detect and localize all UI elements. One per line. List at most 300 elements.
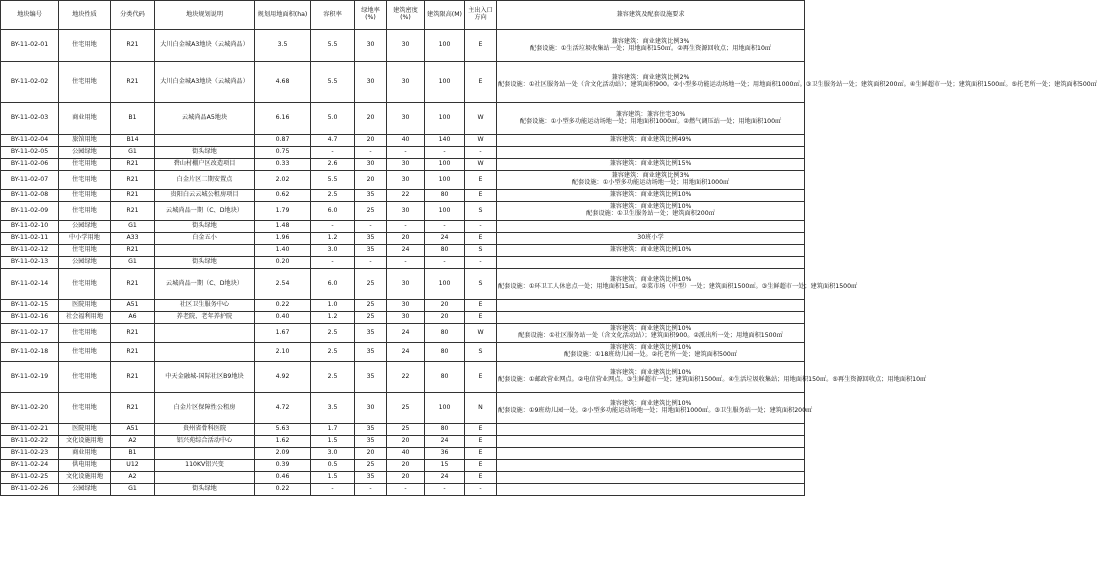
table-row <box>1 159 805 171</box>
table-row <box>1 171 805 190</box>
cell-area: 0.40 <box>255 312 311 324</box>
cell-land-type: 公园绿地 <box>59 147 111 159</box>
cell-land-type: 旅馆用地 <box>59 135 111 147</box>
cell-parcel-id: BY-11-02-08 <box>1 190 59 202</box>
cell-requirements: 兼容建筑：商业建筑比例10% 配套设施：①邮政营业网点。②电信营业网点。③生鲜超市一处；建筑面积1500㎡。④生活垃圾收集站；用地面积150㎡。⑤再生资源回收点；用地面积10㎡ <box>497 362 805 393</box>
cell-height-limit: 20 <box>425 312 465 324</box>
cell-land-type: 住宅用地 <box>59 202 111 221</box>
table-row <box>1 448 805 460</box>
cell-parcel-id: BY-11-02-11 <box>1 233 59 245</box>
cell-density: 24 <box>387 343 425 362</box>
cell-far: 3.0 <box>311 448 355 460</box>
cell-height-limit: 80 <box>425 362 465 393</box>
cell-plan-note <box>155 343 255 362</box>
cell-height-limit: 100 <box>425 103 465 135</box>
cell-far: - <box>311 147 355 159</box>
cell-green-rate: 20 <box>355 171 387 190</box>
cell-parcel-id: BY-11-02-06 <box>1 159 59 171</box>
cell-green-rate: 35 <box>355 424 387 436</box>
cell-parcel-id: BY-11-02-04 <box>1 135 59 147</box>
cell-density: 30 <box>387 202 425 221</box>
cell-height-limit: 20 <box>425 300 465 312</box>
cell-land-type: 中小学用地 <box>59 233 111 245</box>
cell-density: 30 <box>387 62 425 103</box>
cell-green-rate: 30 <box>355 393 387 424</box>
cell-entrance: E <box>465 448 497 460</box>
cell-far: - <box>311 257 355 269</box>
cell-requirements: 兼容建筑：商业建筑比例10% 配套设施：①卫生服务站一处；建筑面积200㎡ <box>497 202 805 221</box>
cell-green-rate: 35 <box>355 245 387 257</box>
cell-density: 30 <box>387 312 425 324</box>
cell-density: 20 <box>387 233 425 245</box>
cell-land-type: 文化设施用地 <box>59 436 111 448</box>
table-header-row <box>1 1 805 30</box>
table-body <box>1 30 1097 496</box>
cell-entrance: E <box>465 233 497 245</box>
cell-requirements: 兼容建筑：商业建筑比例3% 配套设施：①生活垃圾收集站一处；用地面积150㎡。②再生资源回收点；用地面积10㎡ <box>497 30 805 62</box>
cell-requirements <box>497 436 805 448</box>
cell-density: 30 <box>387 159 425 171</box>
table-row <box>1 343 805 362</box>
cell-entrance: S <box>465 343 497 362</box>
cell-category-code: G1 <box>111 221 155 233</box>
cell-density: 24 <box>387 324 425 343</box>
cell-category-code: B1 <box>111 448 155 460</box>
cell-far: 1.2 <box>311 233 355 245</box>
cell-category-code: R21 <box>111 159 155 171</box>
cell-parcel-id: BY-11-02-21 <box>1 424 59 436</box>
cell-entrance: E <box>465 30 497 62</box>
cell-green-rate: 30 <box>355 30 387 62</box>
cell-entrance: N <box>465 393 497 424</box>
cell-height-limit: 140 <box>425 135 465 147</box>
cell-entrance: W <box>465 103 497 135</box>
cell-entrance: E <box>465 460 497 472</box>
cell-parcel-id: BY-11-02-18 <box>1 343 59 362</box>
cell-density: 30 <box>387 300 425 312</box>
cell-category-code: G1 <box>111 257 155 269</box>
cell-density: 30 <box>387 103 425 135</box>
table-row <box>1 324 805 343</box>
table-row <box>1 436 805 448</box>
cell-category-code: A2 <box>111 436 155 448</box>
cell-requirements: 兼容建筑：商业建筑比例10% 配套设施：①社区服务站一处（含文化活动站）；建筑面积900。②派出所一处；用地面积1500㎡ <box>497 324 805 343</box>
header-far: 容积率 <box>311 1 355 30</box>
cell-density: 30 <box>387 171 425 190</box>
cell-far: 6.0 <box>311 202 355 221</box>
cell-area: 0.87 <box>255 135 311 147</box>
cell-area: 5.63 <box>255 424 311 436</box>
cell-category-code: B14 <box>111 135 155 147</box>
cell-plan-note: 白金片区二期安置点 <box>155 171 255 190</box>
cell-green-rate: 35 <box>355 190 387 202</box>
cell-far: 2.6 <box>311 159 355 171</box>
cell-land-type: 住宅用地 <box>59 269 111 300</box>
cell-parcel-id: BY-11-02-17 <box>1 324 59 343</box>
cell-plan-note: 贵州省骨科医院 <box>155 424 255 436</box>
table-row <box>1 135 805 147</box>
cell-requirements <box>497 448 805 460</box>
cell-requirements: 兼容建筑：商业建筑比例10% <box>497 190 805 202</box>
cell-area: 0.62 <box>255 190 311 202</box>
cell-category-code: A51 <box>111 300 155 312</box>
cell-category-code: R21 <box>111 171 155 190</box>
cell-area: 1.96 <box>255 233 311 245</box>
cell-green-rate: 20 <box>355 448 387 460</box>
cell-height-limit: 100 <box>425 159 465 171</box>
cell-land-type: 住宅用地 <box>59 245 111 257</box>
cell-entrance: - <box>465 147 497 159</box>
cell-plan-note <box>155 448 255 460</box>
cell-plan-note: 云城尚品A5地块 <box>155 103 255 135</box>
cell-category-code: R21 <box>111 30 155 62</box>
cell-green-rate: - <box>355 257 387 269</box>
cell-height-limit: 80 <box>425 424 465 436</box>
cell-entrance: E <box>465 62 497 103</box>
cell-density: 30 <box>387 30 425 62</box>
cell-requirements: 兼容建筑：商业建筑比例10% <box>497 245 805 257</box>
cell-land-type: 供电用地 <box>59 460 111 472</box>
table-row <box>1 393 805 424</box>
cell-requirements <box>497 472 805 484</box>
cell-green-rate: 25 <box>355 269 387 300</box>
cell-land-type: 住宅用地 <box>59 190 111 202</box>
cell-far: 3.0 <box>311 245 355 257</box>
header-category-code: 分类代码 <box>111 1 155 30</box>
cell-plan-note: 碧山村棚户区改造项目 <box>155 159 255 171</box>
cell-land-type: 文化设施用地 <box>59 472 111 484</box>
cell-parcel-id: BY-11-02-23 <box>1 448 59 460</box>
cell-area: 2.10 <box>255 343 311 362</box>
cell-far: 5.5 <box>311 171 355 190</box>
cell-far: 1.7 <box>311 424 355 436</box>
cell-density: 30 <box>387 269 425 300</box>
cell-far: 5.0 <box>311 103 355 135</box>
cell-density: - <box>387 221 425 233</box>
cell-land-type: 住宅用地 <box>59 159 111 171</box>
cell-parcel-id: BY-11-02-10 <box>1 221 59 233</box>
cell-parcel-id: BY-11-02-01 <box>1 30 59 62</box>
cell-parcel-id: BY-11-02-05 <box>1 147 59 159</box>
cell-plan-note: 社区卫生服务中心 <box>155 300 255 312</box>
cell-plan-note <box>155 245 255 257</box>
cell-category-code: R21 <box>111 362 155 393</box>
cell-entrance: S <box>465 245 497 257</box>
cell-requirements <box>497 312 805 324</box>
cell-entrance: - <box>465 221 497 233</box>
table-row <box>1 233 805 245</box>
cell-land-type: 住宅用地 <box>59 171 111 190</box>
cell-green-rate: 20 <box>355 103 387 135</box>
cell-requirements: 兼容建筑：商业建筑比例15% <box>497 159 805 171</box>
cell-plan-note <box>155 324 255 343</box>
cell-plan-note: 养老院、老年养护院 <box>155 312 255 324</box>
cell-land-type: 公园绿地 <box>59 221 111 233</box>
cell-height-limit: 100 <box>425 393 465 424</box>
cell-height-limit: 36 <box>425 448 465 460</box>
cell-entrance: E <box>465 190 497 202</box>
cell-density: 20 <box>387 472 425 484</box>
cell-entrance: W <box>465 324 497 343</box>
cell-land-type: 住宅用地 <box>59 62 111 103</box>
cell-density: 40 <box>387 135 425 147</box>
cell-density: 22 <box>387 362 425 393</box>
cell-parcel-id: BY-11-02-03 <box>1 103 59 135</box>
cell-land-type: 住宅用地 <box>59 343 111 362</box>
cell-area: 1.62 <box>255 436 311 448</box>
cell-green-rate: 35 <box>355 324 387 343</box>
table-row <box>1 202 805 221</box>
cell-far: 5.5 <box>311 62 355 103</box>
cell-area: 1.67 <box>255 324 311 343</box>
cell-entrance: E <box>465 171 497 190</box>
cell-density: 20 <box>387 436 425 448</box>
header-land-type: 地块性质 <box>59 1 111 30</box>
cell-land-type: 住宅用地 <box>59 362 111 393</box>
cell-green-rate: 30 <box>355 62 387 103</box>
cell-far: 2.5 <box>311 343 355 362</box>
cell-green-rate: - <box>355 147 387 159</box>
cell-area: 2.02 <box>255 171 311 190</box>
cell-density: - <box>387 257 425 269</box>
cell-far: 2.5 <box>311 324 355 343</box>
table-row <box>1 30 805 62</box>
table-row <box>1 103 805 135</box>
cell-area: 1.40 <box>255 245 311 257</box>
cell-density: 25 <box>387 393 425 424</box>
table-row <box>1 190 805 202</box>
cell-category-code: R21 <box>111 343 155 362</box>
cell-category-code: A2 <box>111 472 155 484</box>
cell-land-type: 商业用地 <box>59 103 111 135</box>
cell-height-limit: 24 <box>425 436 465 448</box>
cell-area: 4.92 <box>255 362 311 393</box>
cell-green-rate: 25 <box>355 300 387 312</box>
cell-far: 6.0 <box>311 269 355 300</box>
cell-far: - <box>311 221 355 233</box>
cell-entrance: W <box>465 135 497 147</box>
table-row <box>1 424 805 436</box>
cell-height-limit: - <box>425 484 465 496</box>
cell-parcel-id: BY-11-02-14 <box>1 269 59 300</box>
cell-plan-note: 云城尚品一期（C、D地块） <box>155 269 255 300</box>
cell-requirements: 兼容建筑：兼容住宅30% 配套设施：①小型多功能运动场地一处；用地面积1000㎡。②燃气调压站一处；用地面积100㎡ <box>497 103 805 135</box>
cell-plan-note: 街头绿地 <box>155 147 255 159</box>
cell-requirements <box>497 147 805 159</box>
table-row <box>1 460 805 472</box>
cell-density: 40 <box>387 448 425 460</box>
cell-height-limit: - <box>425 221 465 233</box>
cell-area: 2.09 <box>255 448 311 460</box>
table-row <box>1 362 805 393</box>
cell-far: 3.5 <box>311 393 355 424</box>
cell-plan-note: 贵阳白云云城公租房项目 <box>155 190 255 202</box>
cell-land-type: 医院用地 <box>59 424 111 436</box>
cell-far: 2.5 <box>311 190 355 202</box>
cell-far: 0.5 <box>311 460 355 472</box>
cell-area: 1.79 <box>255 202 311 221</box>
cell-green-rate: 35 <box>355 362 387 393</box>
table-row <box>1 245 805 257</box>
cell-requirements <box>497 484 805 496</box>
cell-green-rate: 25 <box>355 202 387 221</box>
cell-area: 0.39 <box>255 460 311 472</box>
cell-parcel-id: BY-11-02-13 <box>1 257 59 269</box>
cell-entrance: - <box>465 257 497 269</box>
cell-entrance: E <box>465 436 497 448</box>
cell-category-code: R21 <box>111 269 155 300</box>
cell-entrance: S <box>465 202 497 221</box>
cell-far: 1.5 <box>311 472 355 484</box>
cell-land-type: 住宅用地 <box>59 324 111 343</box>
cell-parcel-id: BY-11-02-12 <box>1 245 59 257</box>
cell-far: 5.5 <box>311 30 355 62</box>
header-density: 建筑密度(%) <box>387 1 425 30</box>
cell-plan-note: 街头绿地 <box>155 221 255 233</box>
cell-requirements: 兼容建筑：商业建筑比例10% 配套设施：①9班幼儿园一处。②小型多功能运动场地一处；用地面积1000㎡。③卫生服务站一处；建筑面积200㎡ <box>497 393 805 424</box>
cell-entrance: E <box>465 312 497 324</box>
cell-category-code: G1 <box>111 147 155 159</box>
cell-plan-note: 白金五小 <box>155 233 255 245</box>
table-row <box>1 484 805 496</box>
cell-area: 2.54 <box>255 269 311 300</box>
table-row <box>1 312 805 324</box>
cell-height-limit: - <box>425 147 465 159</box>
cell-far: 2.5 <box>311 362 355 393</box>
cell-height-limit: 80 <box>425 190 465 202</box>
cell-parcel-id: BY-11-02-24 <box>1 460 59 472</box>
cell-height-limit: 100 <box>425 62 465 103</box>
table-row <box>1 257 805 269</box>
cell-height-limit: 15 <box>425 460 465 472</box>
cell-green-rate: 35 <box>355 233 387 245</box>
cell-category-code: U12 <box>111 460 155 472</box>
cell-area: 0.20 <box>255 257 311 269</box>
header-plan-note: 地块规划说明 <box>155 1 255 30</box>
cell-parcel-id: BY-11-02-16 <box>1 312 59 324</box>
cell-green-rate: 35 <box>355 472 387 484</box>
header-area: 规划用地面积(ha) <box>255 1 311 30</box>
cell-density: - <box>387 147 425 159</box>
cell-category-code: R21 <box>111 190 155 202</box>
cell-parcel-id: BY-11-02-02 <box>1 62 59 103</box>
cell-category-code: R21 <box>111 202 155 221</box>
cell-area: 1.48 <box>255 221 311 233</box>
cell-category-code: R21 <box>111 393 155 424</box>
header-requirements: 兼容建筑及配套设施要求 <box>497 1 805 30</box>
header-height-limit: 建筑限高(M) <box>425 1 465 30</box>
cell-category-code: B1 <box>111 103 155 135</box>
cell-area: 3.5 <box>255 30 311 62</box>
table-row <box>1 62 805 103</box>
cell-plan-note: 街头绿地 <box>155 484 255 496</box>
cell-parcel-id: BY-11-02-20 <box>1 393 59 424</box>
cell-height-limit: 80 <box>425 245 465 257</box>
cell-green-rate: - <box>355 221 387 233</box>
cell-green-rate: 25 <box>355 460 387 472</box>
cell-height-limit: 24 <box>425 233 465 245</box>
cell-plan-note: 街头绿地 <box>155 257 255 269</box>
cell-requirements <box>497 221 805 233</box>
cell-entrance: - <box>465 484 497 496</box>
cell-area: 0.33 <box>255 159 311 171</box>
cell-requirements <box>497 257 805 269</box>
cell-category-code: R21 <box>111 324 155 343</box>
cell-category-code: G1 <box>111 484 155 496</box>
cell-entrance: E <box>465 424 497 436</box>
table-row <box>1 300 805 312</box>
cell-plan-note: 铝兴苑综合活动中心 <box>155 436 255 448</box>
cell-far: 1.0 <box>311 300 355 312</box>
cell-parcel-id: BY-11-02-25 <box>1 472 59 484</box>
cell-requirements: 兼容建筑：商业建筑比例10% 配套设施：①环卫工人休息点一处；用地面积15㎡。②菜市场（中型）一处；建筑面积1500㎡。③生鲜超市一处；建筑面积1500㎡ <box>497 269 805 300</box>
cell-land-type: 社会福利用地 <box>59 312 111 324</box>
cell-green-rate: 35 <box>355 436 387 448</box>
cell-height-limit: 100 <box>425 30 465 62</box>
cell-category-code: A51 <box>111 424 155 436</box>
cell-far: 4.7 <box>311 135 355 147</box>
header-green-rate: 绿地率(%) <box>355 1 387 30</box>
cell-area: 4.72 <box>255 393 311 424</box>
cell-plan-note <box>155 472 255 484</box>
cell-requirements <box>497 424 805 436</box>
cell-requirements: 兼容建筑：商业建筑比例49% <box>497 135 805 147</box>
cell-land-type: 公园绿地 <box>59 257 111 269</box>
cell-requirements: 兼容建筑：商业建筑比例3% 配套设施：①小型多功能运动场地一处；用地面积1000㎡ <box>497 171 805 190</box>
header-entrance: 主出入口方向 <box>465 1 497 30</box>
cell-green-rate: 30 <box>355 159 387 171</box>
table-row <box>1 147 805 159</box>
cell-area: 0.75 <box>255 147 311 159</box>
cell-parcel-id: BY-11-02-09 <box>1 202 59 221</box>
table-row <box>1 269 805 300</box>
cell-requirements <box>497 460 805 472</box>
cell-category-code: R21 <box>111 245 155 257</box>
cell-density: 20 <box>387 460 425 472</box>
cell-parcel-id: BY-11-02-22 <box>1 436 59 448</box>
cell-entrance: E <box>465 472 497 484</box>
cell-plan-note: 110KV铝兴变 <box>155 460 255 472</box>
cell-requirements: 30班小学 <box>497 233 805 245</box>
cell-entrance: E <box>465 362 497 393</box>
cell-requirements: 兼容建筑：商业建筑比例10% 配套设施：①18班幼儿园一处。②托老所一处；建筑面积500㎡ <box>497 343 805 362</box>
cell-land-type: 住宅用地 <box>59 393 111 424</box>
cell-green-rate: - <box>355 484 387 496</box>
cell-far: 1.2 <box>311 312 355 324</box>
cell-area: 6.16 <box>255 103 311 135</box>
cell-density: 22 <box>387 190 425 202</box>
cell-category-code: A33 <box>111 233 155 245</box>
cell-area: 0.22 <box>255 300 311 312</box>
cell-plan-note <box>155 135 255 147</box>
cell-height-limit: - <box>425 257 465 269</box>
cell-height-limit: 100 <box>425 171 465 190</box>
cell-green-rate: 35 <box>355 343 387 362</box>
cell-parcel-id: BY-11-02-07 <box>1 171 59 190</box>
cell-far: - <box>311 484 355 496</box>
cell-area: 0.22 <box>255 484 311 496</box>
cell-entrance: W <box>465 159 497 171</box>
cell-far: 1.5 <box>311 436 355 448</box>
cell-height-limit: 80 <box>425 324 465 343</box>
cell-density: 24 <box>387 245 425 257</box>
cell-height-limit: 24 <box>425 472 465 484</box>
cell-requirements: 兼容建筑：商业建筑比例2% 配套设施：①社区服务站一处（含文化活动站）；建筑面积900。②小型多功能运动场地一处；用地面积1000㎡。③卫生服务站一处；建筑面积200㎡。④生鲜超市一处；建筑面积1500㎡。⑤托老所一处；建筑面积500㎡ <box>497 62 805 103</box>
cell-land-type: 医院用地 <box>59 300 111 312</box>
cell-density: - <box>387 484 425 496</box>
cell-plan-note: 白金片区保障性公租房 <box>155 393 255 424</box>
cell-area: 4.68 <box>255 62 311 103</box>
